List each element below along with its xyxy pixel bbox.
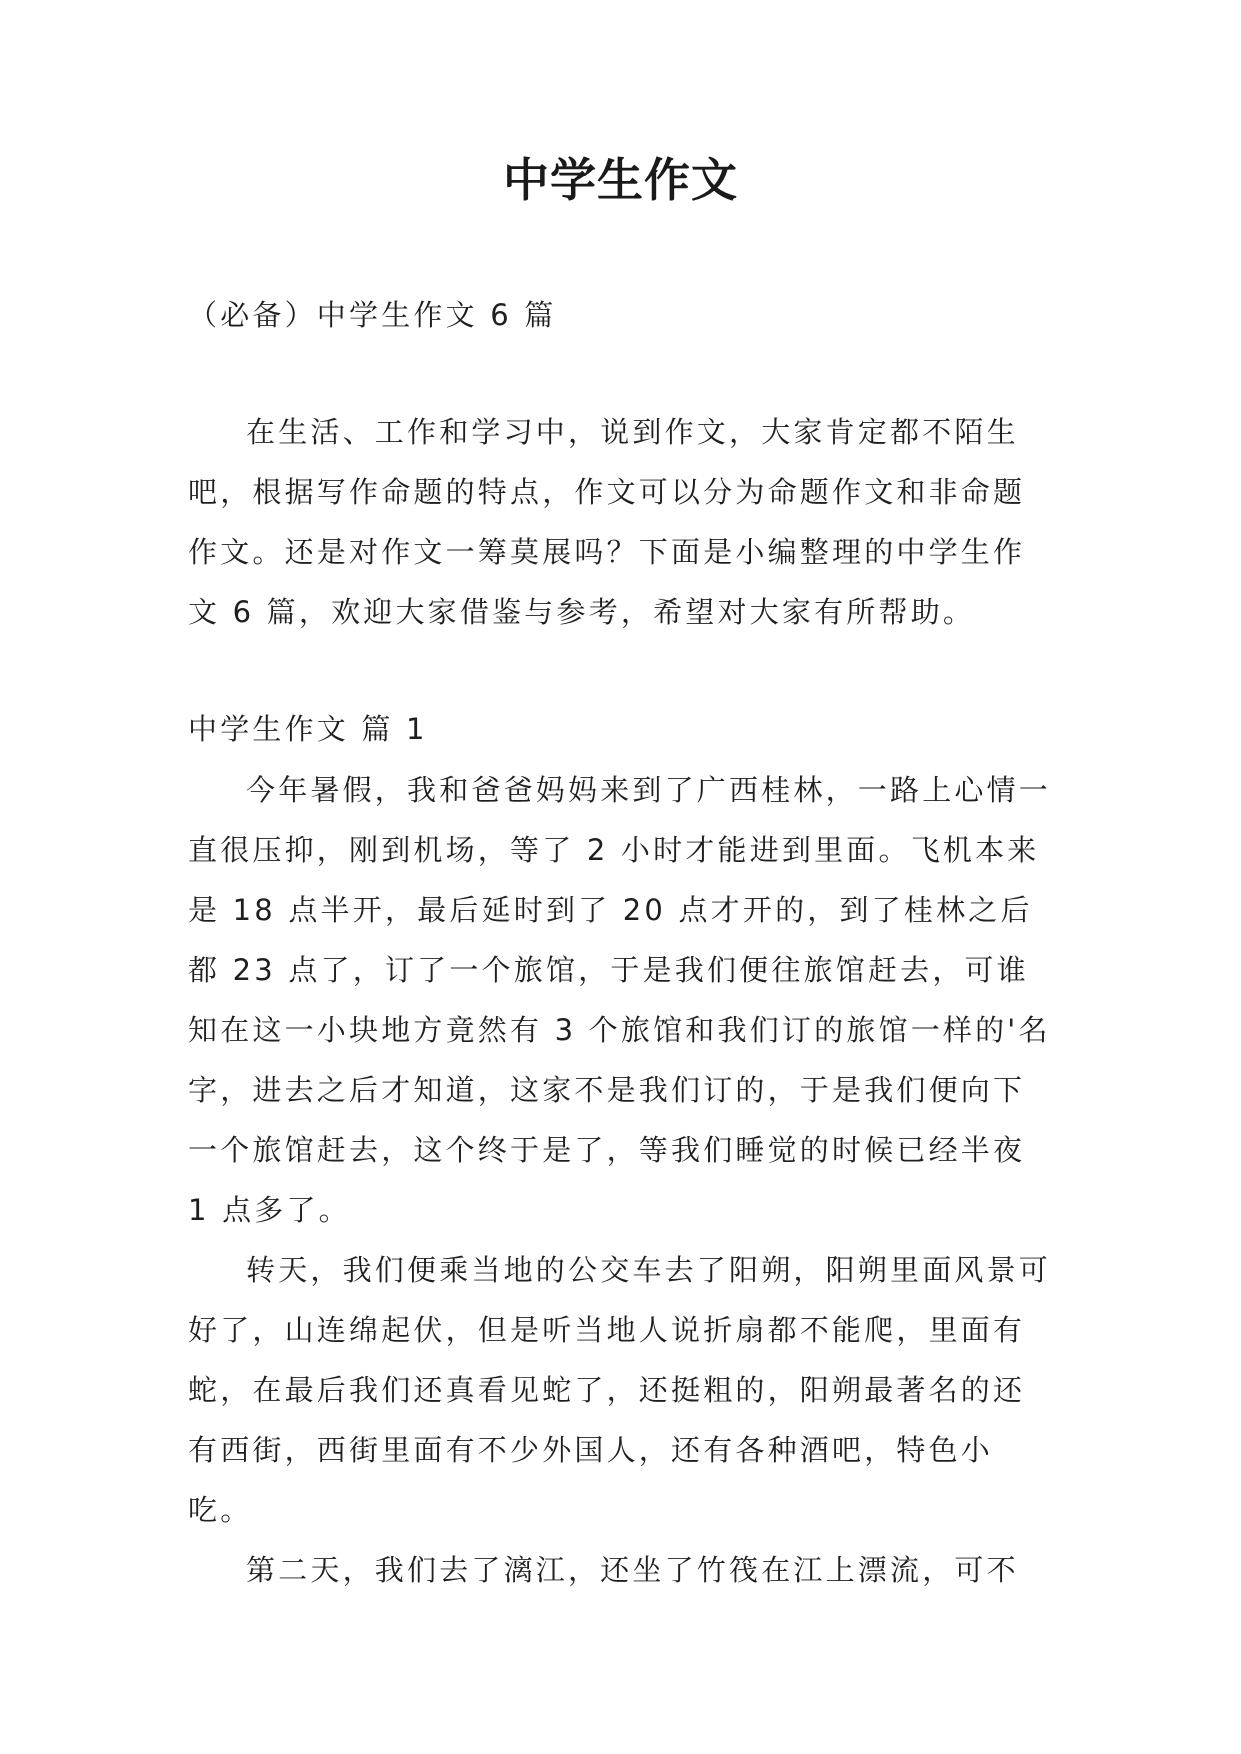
- body-paragraph: 转天，我们便乘当地的公交车去了阳朔，阳朔里面风景可好了，山连绵起伏，但是听当地人说折扇都不能爬，里面有蛇，在最后我们还真看见蛇了，还挺粗的，阳朔最著名的还有西街，西街里面有不少外国人，还有各种酒吧，特色小吃。: [188, 1253, 1052, 1527]
- document-body: [188, 290, 1053, 1600]
- section-heading: 中学生作文 篇 1: [188, 712, 428, 746]
- body-paragraph: 今年暑假，我和爸爸妈妈来到了广西桂林，一路上心情一直很压抑，刚到机场，等了 2 小时才能进到里面。飞机本来是 18 点半开，最后延时到了 20 点才开的，到了桂林之后都 23 点了，订了一个旅馆，于是我们便往旅馆赶去，可谁知在这一小块地方竟然有 3 个旅馆和我们订的旅馆一样的'名字，进去之后才知道，这家不是我们订的，于是我们便向下一个旅馆赶去，这个终于是了，等我们睡觉的时候已经半夜 1 点多了。: [188, 773, 1052, 1227]
- document-subtitle: （必备）中学生作文 6 篇: [188, 298, 557, 332]
- intro-paragraph: 在生活、工作和学习中，说到作文，大家肯定都不陌生吧，根据写作命题的特点，作文可以分为命题作文和非命题作文。还是对作文一筹莫展吗？下面是小编整理的中学生作文 6 篇，欢迎大家借鉴与参考，希望对大家有所帮助。: [188, 415, 1026, 629]
- document-title: 中学生作文: [503, 153, 738, 207]
- body-paragraph: 第二天，我们去了漓江，还坐了竹筏在江上漂流，可不: [246, 1553, 1019, 1587]
